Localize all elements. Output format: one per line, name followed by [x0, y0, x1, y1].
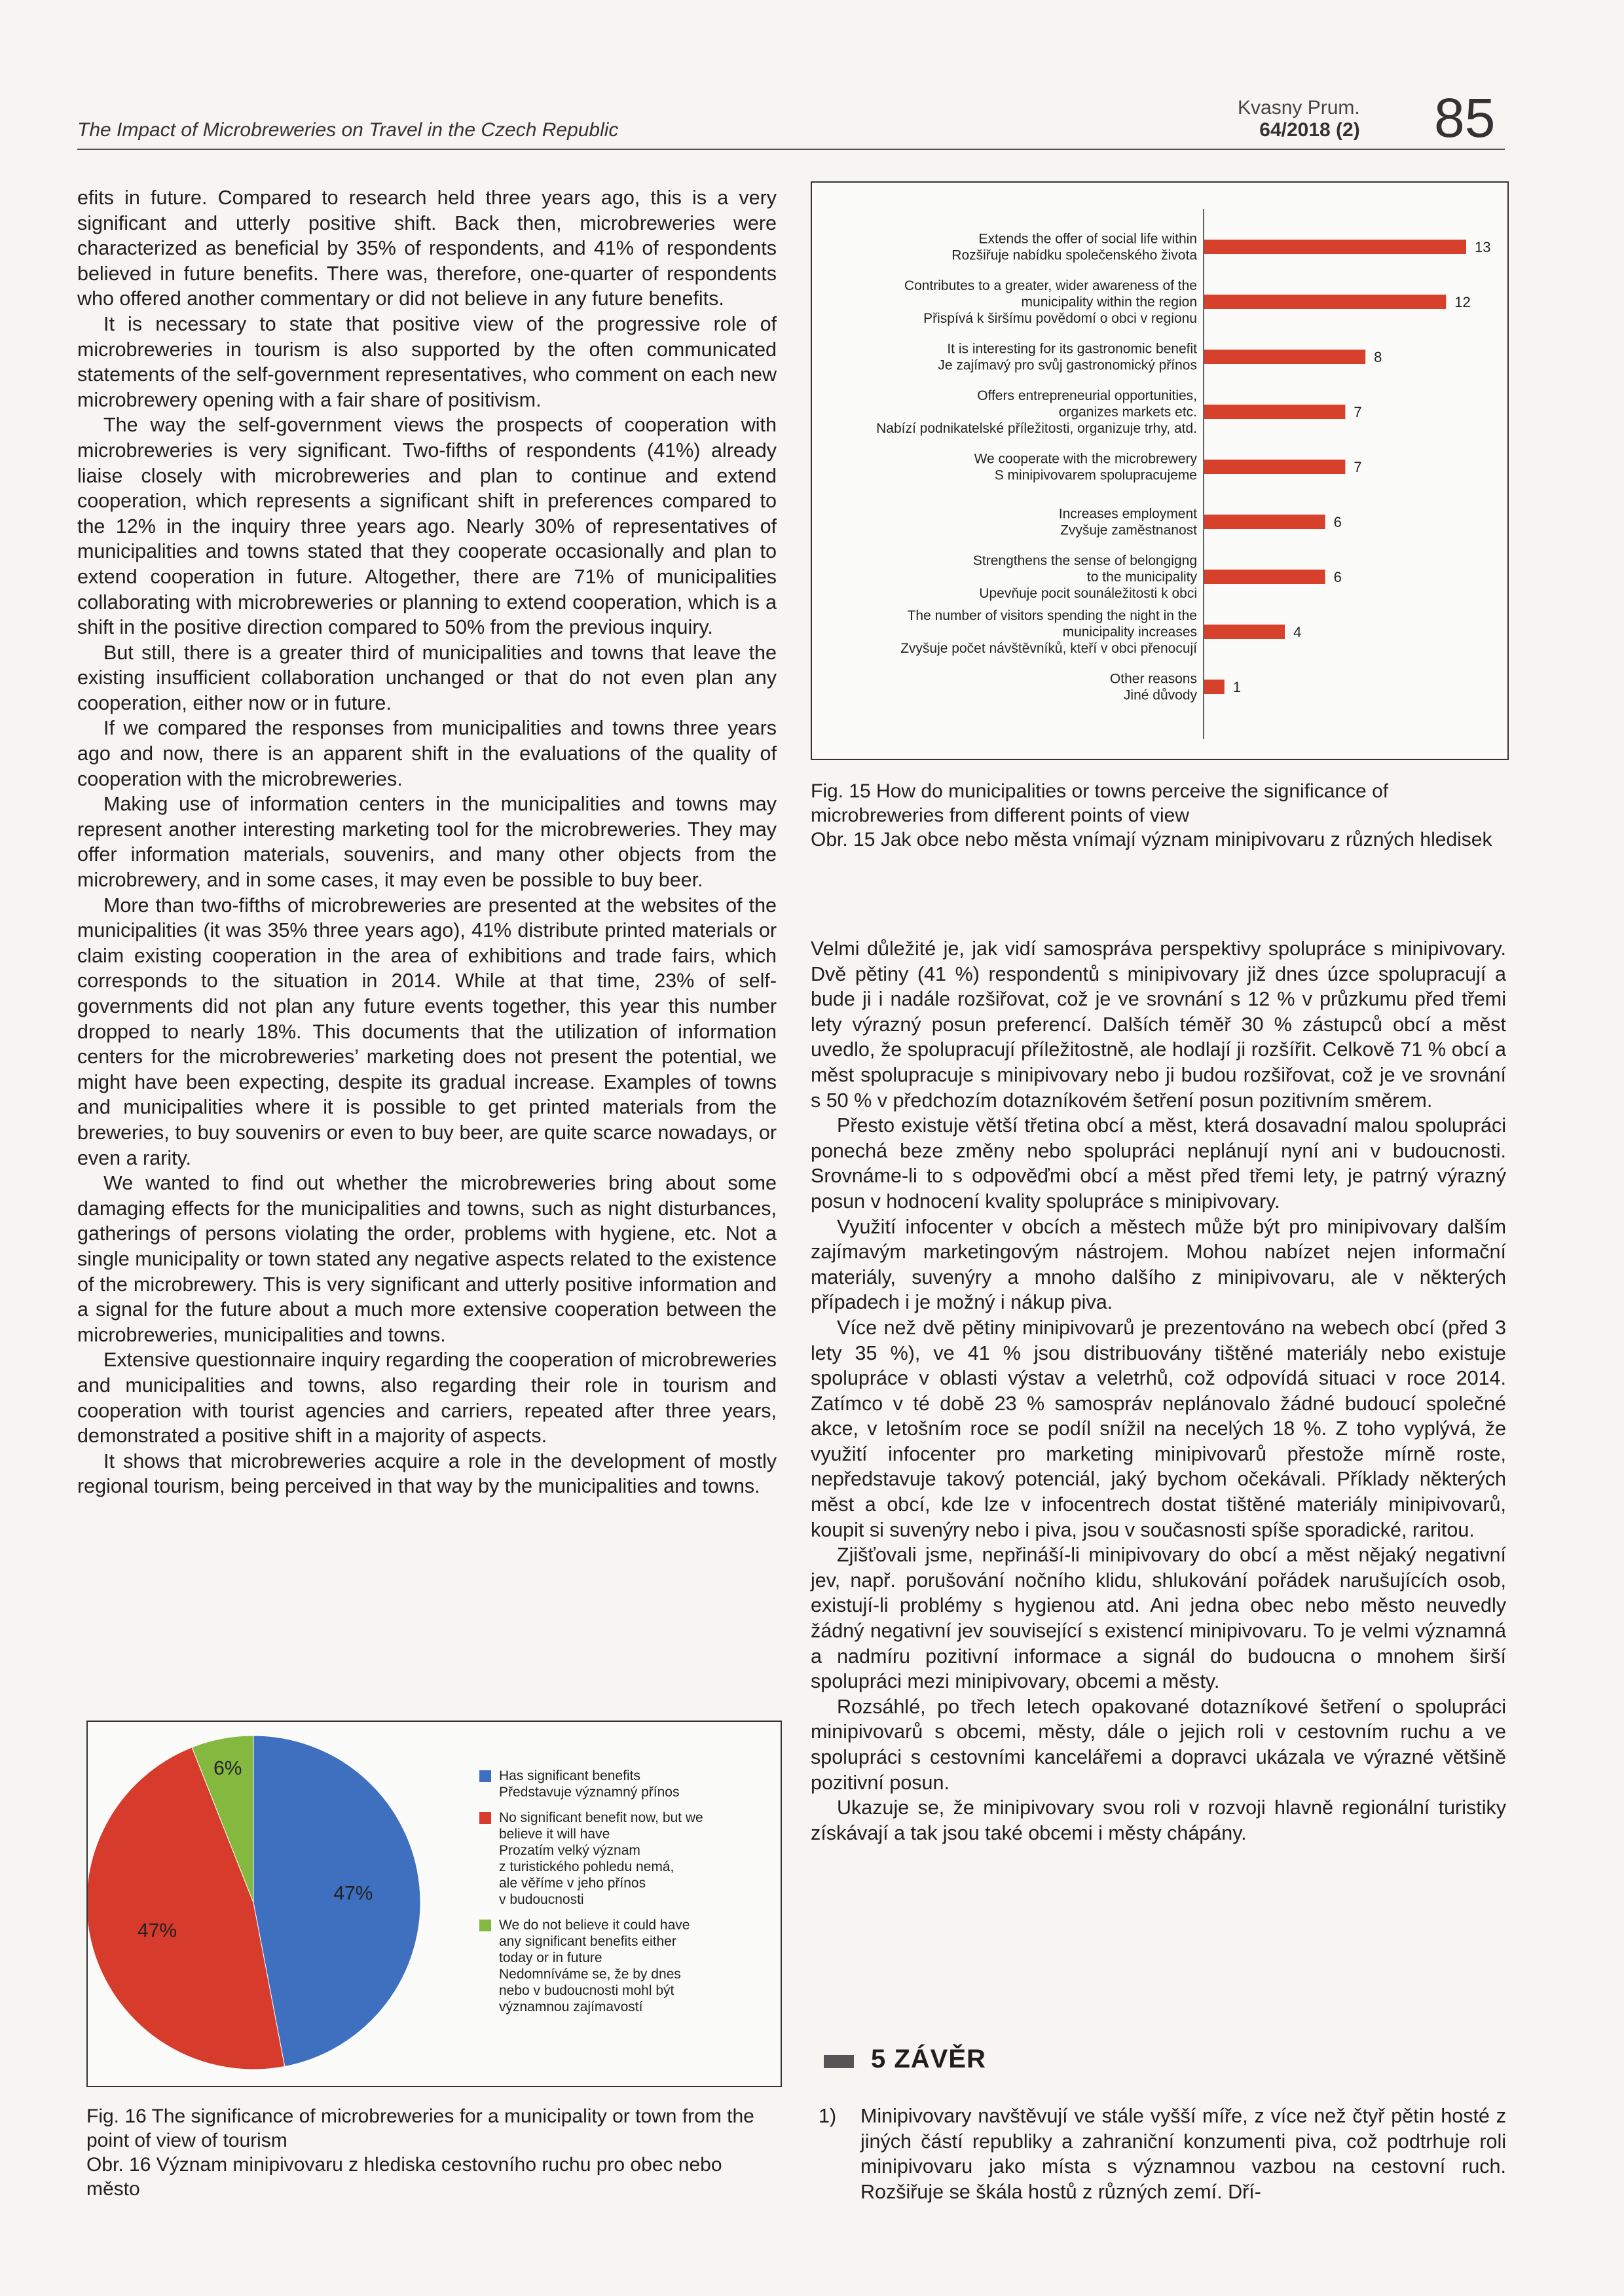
pie-chart-svg: [88, 1722, 481, 2086]
paragraph: More than two-fifths of microbreweries are presented at the websites of the municipalities (it was 35% three years ago), 41% distribute printed materials or claim existing cooperation in the area of exhibitions and trade fairs, which corresponds to the situation in 2014. While at that time, 23% of self-governments did not plan any future events together, this year this number dropped to nearly 18%. This documents that the utilization of information centers for the microbreweries’ marketing does not present the potential, we might have been expecting, despite its gradual increase. Examples of towns and municipalities where it is possible to get printed materials from the breweries, to buy souvenirs or even to buy beer, are quite scarce nowadays, or even a rarity.: [77, 894, 777, 1169]
caption-czech: Obr. 15 Jak obce nebo města vnímají význam minipivovaru z různých hledisek: [811, 829, 1492, 850]
caption-english: Fig. 15 How do municipalities or towns perceive the significance of microbreweries from different points of view: [811, 780, 1389, 826]
bar-category-line: municipality within the region: [1021, 295, 1197, 310]
bar-category-line: The number of visitors spending the night in the: [907, 608, 1197, 623]
bar-category-label: [938, 342, 1197, 373]
section-heading-marker: [824, 2055, 854, 2068]
bar: [1204, 570, 1325, 584]
bar-category-line: Jiné důvody: [1123, 687, 1197, 703]
bar: [1204, 405, 1345, 419]
bar-category-label: [876, 388, 1197, 436]
bar-category-label: [974, 452, 1198, 483]
bar-category-line: municipality increases: [1062, 625, 1197, 640]
bar: [1204, 515, 1325, 529]
bar-category-line: S minipivovarem spolupracujeme: [994, 467, 1197, 483]
legend-label-line: Has significant benefits: [499, 1768, 640, 1783]
paragraph: Využití infocenter v obcích a městech může být pro minipivovary dalším zajímavým marketingovým nástrojem. Mohou nabízet nejen informační materiály, suvenýry a mnoho dalšího z minipivovaru, ale v některých případech i je možný i nákup piva.: [811, 1215, 1506, 1314]
legend-label-line: believe it will have: [499, 1827, 610, 1842]
bar-chart-svg: [812, 183, 1507, 759]
legend-label-line: ale věříme v jeho přínos: [499, 1876, 646, 1891]
legend-item: [479, 1810, 767, 1908]
bar-category-line: Zvyšuje počet návštěvníků, kteří v obci přenocují: [900, 641, 1197, 656]
bar: [1204, 460, 1345, 474]
figure-15-bar-chart: [811, 181, 1509, 760]
paragraph: Rozsáhlé, po třech letech opakované dotazníkové šetření o spolupráci minipivovarů s obcemi, městy, dále o jejich roli v cestovním ruchu a ve spolupráci s cestovními kancelářemi a dopravci ukázala ve výrazné většině pozitivní posun.: [811, 1695, 1506, 1794]
bar-value-label: 4: [1293, 624, 1302, 640]
bar-value-label: 6: [1333, 514, 1342, 530]
bar-category-line: Extends the offer of social life within: [978, 231, 1197, 247]
legend-label-line: any significant benefits either: [499, 1934, 676, 1949]
paragraph: Making use of information centers in the municipalities and towns may represent another interesting marketing tool for the microbreweries. They may offer information materials, souvenirs, and many other objects from the microbrewery, and in some cases, it may even be possible to buy beer.: [77, 793, 777, 892]
caption-english: Fig. 16 The significance of microbreweries for a municipality or town from the point of view of tourism: [86, 2105, 754, 2151]
bar: [1204, 625, 1285, 639]
pie-value-label: 6%: [213, 1757, 242, 1779]
legend-swatch: [479, 1812, 491, 1824]
bar-category-label: [1110, 672, 1198, 703]
paragraph: It shows that microbreweries acquire a role in the development of mostly regional tourism, being perceived in that way by the municipalities and towns.: [77, 1449, 777, 1498]
bar-category-line: organizes markets etc.: [1058, 405, 1197, 420]
bar-category-line: Upevňuje pocit sounáležitosti k obci: [979, 586, 1197, 601]
bar-value-label: 7: [1354, 459, 1362, 475]
bar-category-line: It is interesting for its gastronomic benefit: [947, 341, 1197, 357]
header-divider: [77, 149, 1505, 150]
volume-issue: 64/2018 (2): [1259, 119, 1360, 141]
bar-value-label: 6: [1333, 569, 1342, 585]
legend-label-line: today or in future: [499, 1950, 602, 1965]
bar-value-label: 12: [1454, 294, 1471, 310]
bar-category-label: [904, 278, 1197, 326]
paragraph: We wanted to find out whether the microbreweries bring about some damaging effects for the municipalities and towns, such as night disturbances, gatherings of persons violating the order, problems with hygiene, etc. Not a single municipality or town stated any negative aspects related to the existence of the microbrewery. This is very significant and utterly positive information and a signal for the future about a much more extensive cooperation between the microbreweries, municipalities and towns.: [77, 1172, 777, 1346]
bar-value-label: 1: [1232, 679, 1242, 695]
right-column: [811, 936, 1506, 1846]
running-title: The Impact of Microbreweries on Travel in the Czech Republic: [77, 119, 619, 141]
figure-15-caption: [811, 779, 1506, 852]
legend-label-line: v budoucnosti: [499, 1892, 584, 1907]
legend-label-line: z turistického pohledu nemá,: [499, 1859, 674, 1874]
legend-swatch: [479, 1770, 491, 1782]
pie-value-label: 47%: [333, 1882, 373, 1904]
list-item-text: Minipivovary navštěvují ve stále vyšší míře, z více než čtyř pětin hosté z jiných částí republiky a zahraniční konzumenti piva, což podtrhuje roli minipivovaru jako místa s významnou vazbou na cestovní ruch. Rozšiřuje se škála hostů z různých zemí. Dří-: [860, 2105, 1506, 2203]
bar-value-label: 13: [1475, 239, 1491, 255]
bar: [1204, 350, 1365, 364]
paragraph: Přesto existuje větší třetina obcí a měst, která dosavadní malou spolupráci ponechá beze změny nebo spolupráci neplánují nyní ani v budoucnosti. Srovnáme-li to s odpověďmi obcí a měst před třemi lety, je patrný výrazný posun v hodnocení kvality spolupráce s minipivovary.: [811, 1114, 1506, 1212]
list-item-number: 1): [819, 2105, 837, 2127]
legend-item: [479, 1768, 767, 1800]
bar: [1204, 240, 1466, 254]
figure-16-caption: [86, 2104, 781, 2201]
legend-label-line: Nedomníváme se, že by dnes: [499, 1967, 681, 1982]
paragraph: Zjišťovali jsme, nepřináší-li minipivovary do obcí a měst nějaký negativní jev, např. porušování nočního klidu, shlukování pořádek narušujících osob, existují-li problémy s hygienou atd. Ani jedna obec nebo město neuvedly žádný negativní jev související s existencí minipivovaru. To je velmi významná a nadmíru pozitivní informace a signál do budoucna o mnohem širší spolupráci mezi minipivovary, obcemi a městy.: [811, 1544, 1506, 1693]
bar-category-line: Other reasons: [1109, 671, 1197, 687]
legend-label-line: významnou zajímavostí: [499, 1999, 643, 2014]
legend-label-line: No significant benefit now, but we: [499, 1810, 703, 1825]
page-number: 85: [1434, 87, 1496, 149]
figure-16-pie-chart: [86, 1721, 782, 2087]
legend-item: [479, 1917, 767, 2015]
paragraph: Ukazuje se, že minipivovary svou roli v rozvoji hlavně regionální turistiky získávají a tak jsou také obcemi i městy chápány.: [811, 1796, 1506, 1844]
bar-category-line: Increases employment: [1058, 506, 1197, 522]
paragraph: It is necessary to state that positive view of the progressive role of microbreweries in tourism is also supported by the often communicated statements of the self-government representatives, who comment on each new microbrewery opening with a fair share of positivism.: [77, 312, 777, 411]
conclusion-list: [819, 2104, 1506, 2204]
bar-category-line: Rozšiřuje nabídku společenského života: [951, 247, 1197, 263]
list-item: [819, 2104, 1506, 2204]
journal-name: Kvasny Prum.: [1238, 97, 1360, 118]
legend-label-line: Představuje významný přínos: [499, 1785, 680, 1800]
paragraph: But still, there is a greater third of municipalities and towns that leave the existing insufficient collaboration unchanged or that do not even plan any cooperation, either now or in future.: [77, 641, 777, 714]
bar-category-line: We cooperate with the microbrewery: [974, 451, 1197, 467]
bar-category-line: Strengthens the sense of belongigng: [972, 553, 1197, 568]
legend-swatch: [479, 1920, 491, 1931]
bar-category-line: Contributes to a greater, wider awareness of the: [904, 278, 1197, 293]
bar-value-label: 7: [1354, 404, 1362, 420]
bar-category-label: [951, 232, 1197, 263]
bar-category-line: Offers entrepreneurial opportunities,: [977, 388, 1197, 403]
legend-label-line: nebo v budoucnosti mohl být: [499, 1983, 674, 1998]
bar-value-label: 8: [1374, 349, 1382, 365]
pie-value-label: 47%: [138, 1920, 177, 1942]
caption-czech: Obr. 16 Význam minipivovaru z hlediska cestovního ruchu pro obec nebo město: [86, 2154, 722, 2200]
paragraph: Velmi důležité je, jak vidí samospráva perspektivy spolupráce s minipivovary. Dvě pětiny (41 %) respondentů s minipivovary již dnes úzce spolupracují a bude ji i nadále rozšiřovat, což je ve srovnání s 12 % v průzkumu před třemi lety výrazný posun preferencí. Dalších téměř 30 % zástupců obcí a měst uvedlo, že spolupracují příležitostně, ale hodlají ji rozšířit. Celkově 71 % obcí a měst spolupracuje s minipivovary nebo ji budou rozšiřovat, což je ve srovnání s 50 % v předchozím dotazníkovém šetření posun pozitivním směrem.: [811, 938, 1506, 1112]
paragraph: Více než dvě pětiny minipivovarů je prezentováno na webech obcí (před 3 lety 35 %), ve 41 % jsou distribuovány tištěné materiály nebo existuje spolupráce v oblasti výstav a veletrhů, což odpovídá situaci v roce 2014. Zatímco v té době 23 % samospráv neplánovalo žádné budoucí společné akce, v letošním roce se podíl snížil na necelých 18 %. Z toho vyplývá, že využití infocenter pro marketing minipivovarů přestože mírně roste, nepředstavuje takový potenciál, jaký bychom očekávali. Příklady některých měst a obcí, kde lze v infocentrech dostat tištěné materiály minipivovarů, koupit si suvenýry nebo i piva, jsou v současnosti spíše sporadické, raritou.: [811, 1316, 1506, 1541]
bar-category-label: [900, 608, 1197, 656]
bar-category-line: Přispívá k širšímu povědomí o obci v regionu: [923, 311, 1197, 326]
bar: [1204, 680, 1225, 694]
journal-info: [1238, 97, 1360, 141]
paragraph: The way the self-government views the prospects of cooperation with microbreweries is very significant. Two-fifths of respondents (41%) already liaise closely with microbreweries and plan to continue and extend cooperation, which represents a significant shift in preferences compared to the 12% in the inquiry three years ago. Nearly 30% of representatives of municipalities and towns stated that they cooperate occasionally and plan to extend cooperation in future. Altogether, there are 71% of municipalities collaborating with microbreweries or planning to extend cooperation, which is a shift in the positive direction compared to 50% from the previous inquiry.: [77, 414, 777, 639]
section-heading: 5 ZÁVĚR: [871, 2045, 986, 2073]
bar-category-label: [1059, 507, 1197, 538]
bar: [1204, 295, 1446, 309]
bar-category-line: to the municipality: [1086, 570, 1197, 585]
bar-category-line: Nabízí podnikatelské příležitosti, organizuje trhy, atd.: [876, 421, 1197, 436]
paragraph: Extensive questionnaire inquiry regarding the cooperation of microbreweries and municipalities and towns, also regarding their role in tourism and cooperation with tourist agencies and carriers, repeated after three years, demonstrated a positive shift in a majority of aspects.: [77, 1349, 777, 1448]
paragraph: efits in future. Compared to research held three years ago, this is a very significant and utterly positive shift. Back then, microbreweries were characterized as beneficial by 35% of respondents, and 41% of respondents believed in future benefits. There was, therefore, one-quarter of respondents who offered another commentary or did not believe in any future benefits.: [77, 187, 777, 310]
bar-category-line: Zvyšuje zaměstnanost: [1060, 522, 1197, 538]
left-column: [77, 185, 777, 1499]
bar-category-line: Je zajímavý pro svůj gastronomický přínos: [938, 357, 1197, 373]
legend-label-line: Prozatím velký význam: [499, 1843, 640, 1858]
pie-legend: [479, 1768, 767, 2024]
bar-category-label: [973, 553, 1198, 601]
paragraph: If we compared the responses from municipalities and towns three years ago and now, there is an apparent shift in the evaluations of the quality of cooperation with the microbreweries.: [77, 717, 777, 790]
legend-label-line: We do not believe it could have: [499, 1918, 690, 1933]
